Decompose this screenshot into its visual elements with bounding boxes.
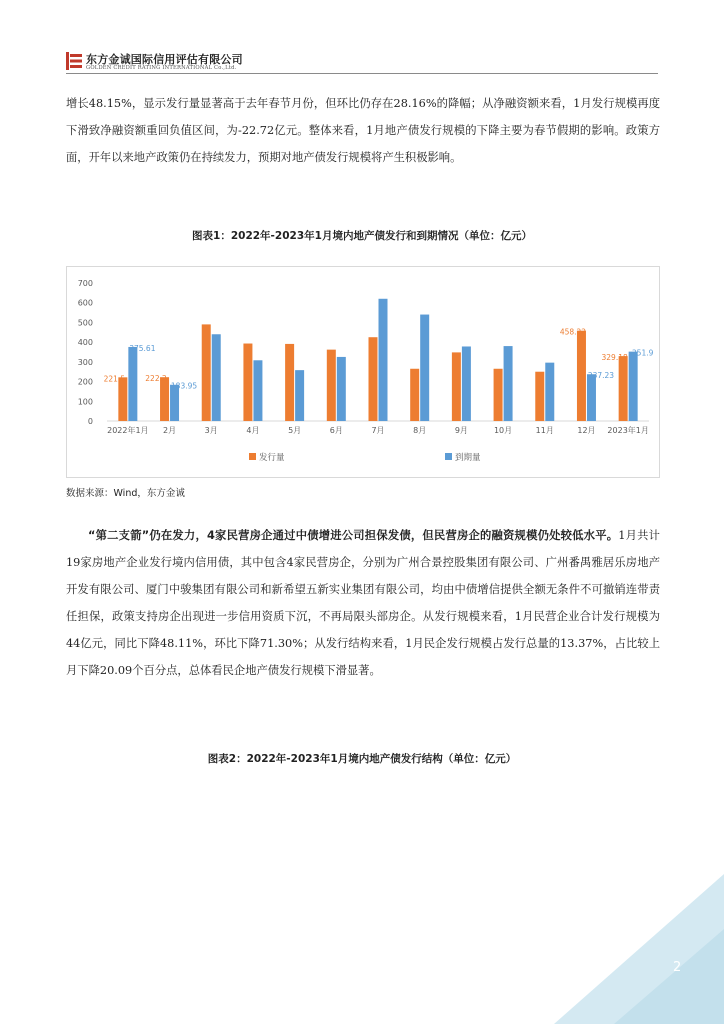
maturity-bar [504, 346, 513, 421]
issuance-bar [327, 350, 336, 421]
issuance-bar [494, 369, 503, 421]
bar-chart-container [66, 266, 660, 478]
x-tick-label: 2月 [162, 426, 177, 435]
x-tick-label: 3月 [204, 426, 218, 435]
legend-label-issuance: 发行量 [259, 453, 285, 463]
maturity-bar [629, 352, 638, 421]
page-header [66, 50, 658, 74]
y-tick-label: 300 [77, 357, 93, 367]
issuance-data-label: 458.22 [559, 327, 587, 337]
maturity-data-label: 183.95 [170, 381, 198, 391]
maturity-bar [587, 374, 596, 421]
x-tick-label: 4月 [246, 426, 260, 435]
issuance-bar [243, 344, 252, 421]
company-name: 东方金诚国际信用评估有限公司 [86, 53, 243, 66]
maturity-bar [545, 363, 554, 421]
issuance-bar [577, 331, 586, 421]
y-tick-label: 500 [77, 318, 93, 328]
issuance-bar [410, 369, 419, 421]
maturity-data-label: 375.61 [129, 343, 156, 353]
x-tick-label: 2023年1月 [607, 426, 649, 435]
bar-chart [67, 267, 659, 477]
y-tick-label: 0 [87, 417, 93, 426]
issuance-data-label: 222.2 [145, 374, 167, 384]
legend-label-maturity: 到期量 [455, 453, 481, 463]
company-logo-icon [66, 52, 82, 70]
x-tick-label: 6月 [329, 426, 343, 435]
x-tick-label: 8月 [413, 426, 427, 435]
maturity-bar [253, 360, 262, 421]
header-divider [66, 73, 658, 74]
issuance-data-label: 329.18 [601, 353, 628, 363]
maturity-bar [212, 334, 221, 421]
issuance-bar [452, 352, 461, 421]
x-tick-label: 12月 [577, 426, 596, 435]
issuance-bar [285, 344, 294, 421]
maturity-bar [295, 370, 304, 421]
issuance-bar [619, 356, 628, 421]
x-tick-label: 7月 [371, 426, 385, 435]
maturity-bar [128, 347, 137, 421]
y-tick-label: 200 [77, 377, 93, 387]
y-tick-label: 600 [77, 298, 93, 308]
company-name-en: GOLDEN CREDIT RATING INTERNATIONAL Co.,Ltd. [86, 65, 237, 71]
figure-1-title: 图表1：2022年-2023年1月境内地产债发行和到期情况（单位：亿元） [192, 230, 532, 242]
legend-swatch-issuance [249, 453, 256, 460]
x-tick-label: 11月 [535, 426, 554, 435]
paragraph-2-body: 1月共计19家房地产企业发行境内信用债，其中包含4家民营房企，分别为广州合景控股集团有限公司、广州番禺雅居乐房地产开发有限公司、厦门中骏集团有限公司和新希望五新实业集团有限公司，均由中债增信提供全额无条件不可撤销连带责任担保，政策支持房企出现进一步信用资质下沉，不再局限头部房企。从发行规模来看，1月民营企业合计发行规模为44亿元，同比下降48.11%，环比下降71.30%；从发行结构来看，1月民企发行规模占发行总量的13.37%，占比较上月下降20.09个百分点，总体看民企地产债发行规模下滑显著。 [66, 529, 660, 677]
y-tick-label: 700 [77, 279, 93, 288]
issuance-bar [535, 372, 544, 421]
maturity-bar [337, 357, 346, 421]
maturity-data-label: 237.23 [587, 371, 615, 381]
y-tick-label: 400 [77, 338, 93, 348]
maturity-bar [462, 346, 471, 421]
body-paragraph-1: 增长48.15%，显示发行量显著高于去年春节月份，但环比仍存在28.16%的降幅；从净融资额来看，1月发行规模再度下滑致净融资额重回负值区间，为-22.72亿元。整体来看，1月地产债发行规模的下降主要为春节假期的影响。政策方面，开年以来地产政策仍在持续发力，预期对地产债发行规模将产生积极影响。 [66, 97, 660, 164]
body-paragraph-2 [66, 522, 660, 684]
issuance-data-label: 221.5 [103, 374, 126, 384]
issuance-bar [369, 337, 378, 421]
data-source: 数据来源：Wind，东方金诚 [66, 488, 185, 499]
maturity-bar [379, 299, 388, 421]
issuance-bar [118, 377, 127, 421]
maturity-bar [420, 315, 429, 421]
maturity-data-label: 351.9 [631, 348, 654, 358]
legend-swatch-maturity [445, 453, 452, 460]
paragraph-2-lead: “第二支箭”仍在发力，4家民营房企通过中债增进公司担保发债，但民营房企的融资规模仍处较低水平。 [88, 529, 619, 542]
corner-decoration [554, 874, 724, 1024]
page-number: 2 [673, 960, 682, 975]
issuance-bar [202, 324, 211, 421]
y-tick-label: 100 [77, 397, 93, 407]
issuance-bar [160, 377, 169, 421]
x-tick-label: 10月 [493, 426, 513, 435]
figure-2-title: 图表2：2022年-2023年1月境内地产债发行结构（单位：亿元） [207, 753, 517, 765]
x-tick-label: 9月 [454, 426, 468, 435]
x-tick-label: 5月 [288, 426, 302, 435]
x-tick-label: 2022年1月 [107, 426, 149, 435]
